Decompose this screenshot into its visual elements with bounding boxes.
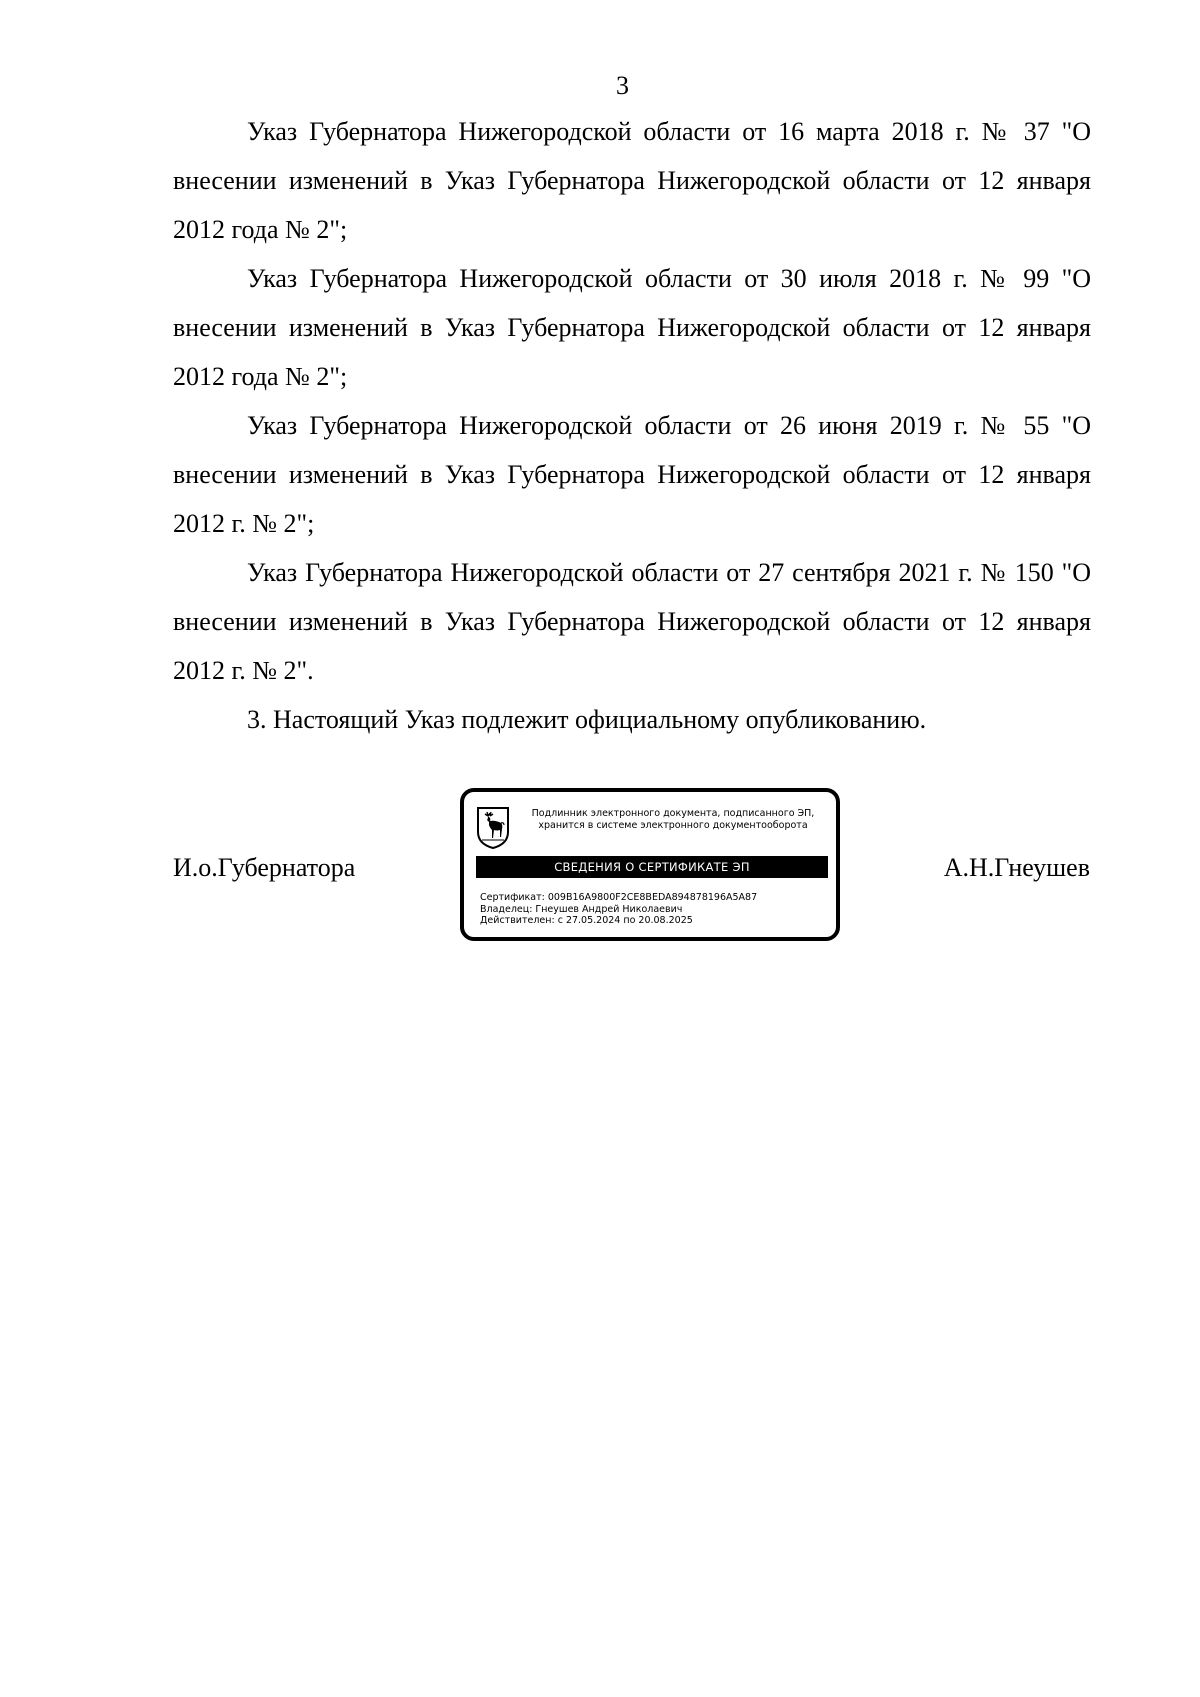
signer-title: И.о.Губернатора bbox=[173, 853, 356, 882]
decree-paragraph-3: Указ Губернатора Нижегородской области от 26 июня 2019 г. № 55 "О внесении изменений в Указ Губернатора Нижегородской области от 12 января 2012 г. № 2"; bbox=[173, 411, 1091, 538]
stamp-banner: СВЕДЕНИЯ О СЕРТИФИКАТЕ ЭП bbox=[476, 856, 828, 878]
certificate-validity: Действителен: с 27.05.2024 по 20.08.2025 bbox=[480, 915, 693, 926]
signature-block bbox=[0, 780, 1200, 950]
publication-clause: 3. Настоящий Указ подлежит официальному опубликованию. bbox=[247, 705, 927, 734]
stamp-header-line-1: Подлинник электронного документа, подписанного ЭП, bbox=[531, 808, 815, 819]
certificate-details bbox=[480, 892, 830, 927]
decree-paragraph-2: Указ Губернатора Нижегородской области от 30 июля 2018 г. № 99 "О внесении изменений в Указ Губернатора Нижегородской области от 12 января 2012 года № 2"; bbox=[173, 264, 1091, 391]
decree-paragraph-4: Указ Губернатора Нижегородской области от 27 сентября 2021 г. № 150 "О внесении изменений в Указ Губернатора Нижегородской области от 12 января 2012 г. № 2". bbox=[173, 558, 1091, 685]
stamp-header bbox=[514, 808, 832, 832]
page-number: 3 bbox=[616, 71, 629, 100]
electronic-signature-stamp bbox=[460, 788, 840, 941]
nizhny-novgorod-deer-emblem-icon bbox=[476, 806, 510, 850]
certificate-owner: Владелец: Гнеушев Андрей Николаевич bbox=[480, 903, 683, 915]
decree-paragraph-1: Указ Губернатора Нижегородской области от 16 марта 2018 г. № 37 "О внесении изменений в Указ Губернатора Нижегородской области от 12 января 2012 года № 2"; bbox=[173, 117, 1091, 244]
stamp-header-line-2: хранится в системе электронного документооборота bbox=[538, 820, 808, 831]
decree-body bbox=[173, 107, 1091, 744]
signer-name: А.Н.Гнеушев bbox=[943, 853, 1090, 882]
certificate-number: Сертификат: 009B16A9800F2CE8BEDA894878196A5A87 bbox=[480, 892, 758, 903]
